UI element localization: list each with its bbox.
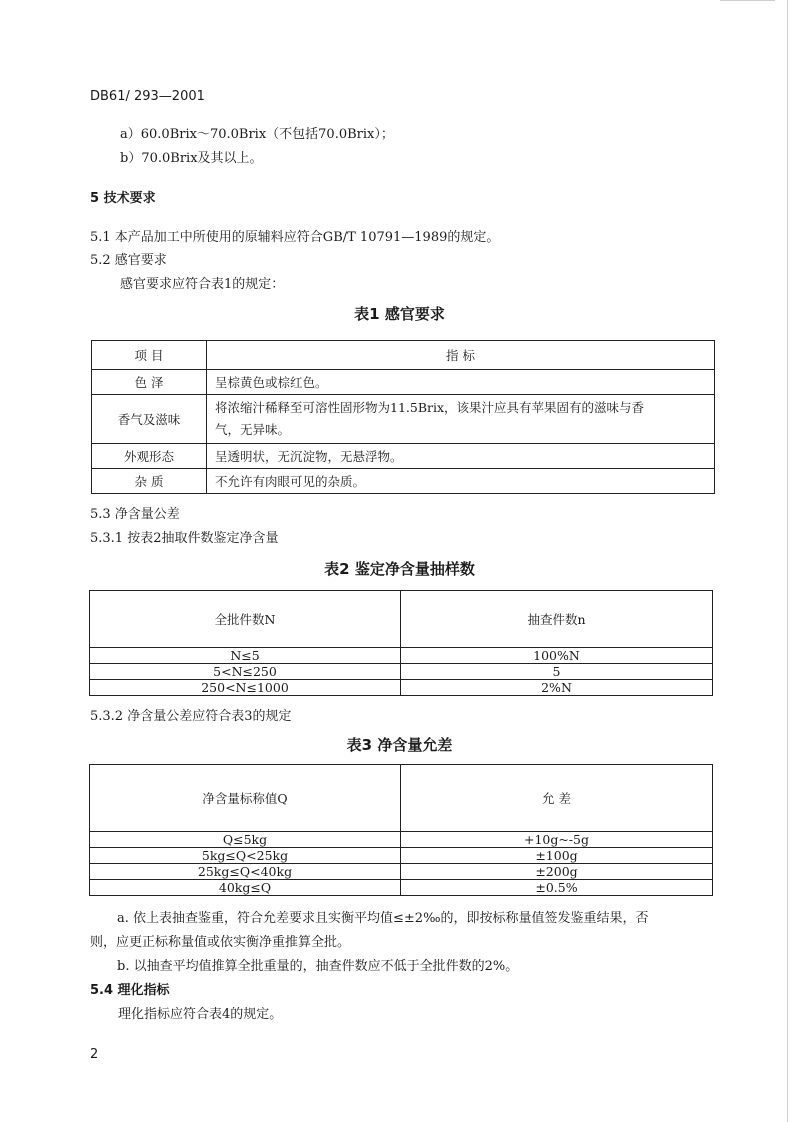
table1-item: 色 泽 bbox=[92, 370, 207, 395]
note-a-line2: 则，应更正标称量值或依实衡净重推算全批。 bbox=[90, 935, 351, 950]
table1-spec-line1: 将浓缩汁稀释至可溶性固形物为11.5Brix，该果汁应具有苹果固有的滋味与香 bbox=[215, 400, 645, 415]
list-item-b: b）70.0Brix及其以上。 bbox=[120, 151, 263, 166]
table-row bbox=[92, 444, 715, 469]
section-5-heading: 5 技术要求 bbox=[90, 191, 156, 206]
table1-header-spec: 指 标 bbox=[207, 341, 715, 370]
table-row bbox=[90, 648, 713, 664]
table2-title: 表2 鉴定净含量抽样数 bbox=[324, 560, 475, 578]
table3-header-row bbox=[90, 765, 713, 832]
table3-tolerance: ±200g bbox=[401, 864, 713, 880]
section-5-3-heading: 5.3 净含量公差 bbox=[90, 507, 180, 522]
table-row bbox=[90, 880, 713, 896]
page-number: 2 bbox=[90, 1047, 99, 1062]
table2-lot: N≤5 bbox=[90, 648, 401, 664]
table-row bbox=[92, 469, 715, 494]
table1-item: 杂 质 bbox=[92, 469, 207, 494]
section-5-4-intro: 理化指标应符合表4的规定。 bbox=[118, 1007, 283, 1022]
table2-sampling bbox=[89, 590, 713, 696]
section-5-2-heading: 5.2 感官要求 bbox=[90, 253, 167, 268]
table3-tolerance: ±100g bbox=[401, 848, 713, 864]
table-row bbox=[92, 370, 715, 395]
table2-sample: 5 bbox=[401, 664, 713, 680]
table-row bbox=[90, 664, 713, 680]
table-row bbox=[92, 395, 715, 444]
table2-lot: 5<N≤250 bbox=[90, 664, 401, 680]
table3-header-tolerance: 允 差 bbox=[401, 765, 713, 832]
table-row bbox=[90, 680, 713, 696]
table1-spec: 呈棕黄色或棕红色。 bbox=[207, 370, 715, 395]
section-5-3-1-text: 5.3.1 按表2抽取件数鉴定净含量 bbox=[90, 531, 279, 546]
table-row bbox=[90, 832, 713, 848]
table3-nominal: 5kg≤Q<25kg bbox=[90, 848, 401, 864]
section-5-3-2-text: 5.3.2 净含量公差应符合表3的规定 bbox=[90, 709, 292, 724]
section-5-4-heading: 5.4 理化指标 bbox=[90, 983, 170, 998]
table1-spec: 不允许有肉眼可见的杂质。 bbox=[207, 469, 715, 494]
table1-sensory bbox=[91, 340, 715, 494]
table3-nominal: 40kg≤Q bbox=[90, 880, 401, 896]
table2-header-sample: 抽查件数n bbox=[401, 591, 713, 648]
table2-header-lot: 全批件数N bbox=[90, 591, 401, 648]
table3-tolerance: ±0.5% bbox=[401, 880, 713, 896]
section-5-1-text: 5.1 本产品加工中所使用的原辅料应符合GB/T 10791—1989的规定。 bbox=[90, 230, 500, 245]
table3-title: 表3 净含量允差 bbox=[346, 736, 453, 754]
doc-code-header: DB61/ 293—2001 bbox=[90, 89, 205, 104]
table1-header-item: 项 目 bbox=[92, 341, 207, 370]
table1-item: 香气及滋味 bbox=[92, 395, 207, 444]
table1-spec bbox=[207, 395, 715, 444]
list-item-a: a）60.0Brix～70.0Brix（不包括70.0Brix）； bbox=[120, 127, 394, 142]
table1-header-row bbox=[92, 341, 715, 370]
table1-spec-line2: 气，无异味。 bbox=[215, 422, 291, 437]
section-5-2-intro: 感官要求应符合表1的规定： bbox=[120, 277, 285, 292]
table3-nominal: Q≤5kg bbox=[90, 832, 401, 848]
table3-tolerance: +10g~-5g bbox=[401, 832, 713, 848]
note-a-line1: a. 依上表抽查鉴重，符合允差要求且实衡平均值≤±2‰的，即按标称量值签发鉴重结果，否 bbox=[117, 911, 649, 926]
table-row bbox=[90, 848, 713, 864]
table3-nominal: 25kg≤Q<40kg bbox=[90, 864, 401, 880]
table2-header-row bbox=[90, 591, 713, 648]
table3-header-nominal: 净含量标称值Q bbox=[90, 765, 401, 832]
table3-tolerance bbox=[89, 764, 713, 896]
scan-top-mark bbox=[720, 0, 775, 1]
table1-title: 表1 感官要求 bbox=[354, 305, 445, 323]
table1-spec: 呈透明状，无沉淀物，无悬浮物。 bbox=[207, 444, 715, 469]
table2-lot: 250<N≤1000 bbox=[90, 680, 401, 696]
table1-item: 外观形态 bbox=[92, 444, 207, 469]
table-row bbox=[90, 864, 713, 880]
note-b: b. 以抽查平均值推算全批重量的，抽查件数应不低于全批件数的2%。 bbox=[117, 959, 519, 974]
table2-sample: 2%N bbox=[401, 680, 713, 696]
table2-sample: 100%N bbox=[401, 648, 713, 664]
